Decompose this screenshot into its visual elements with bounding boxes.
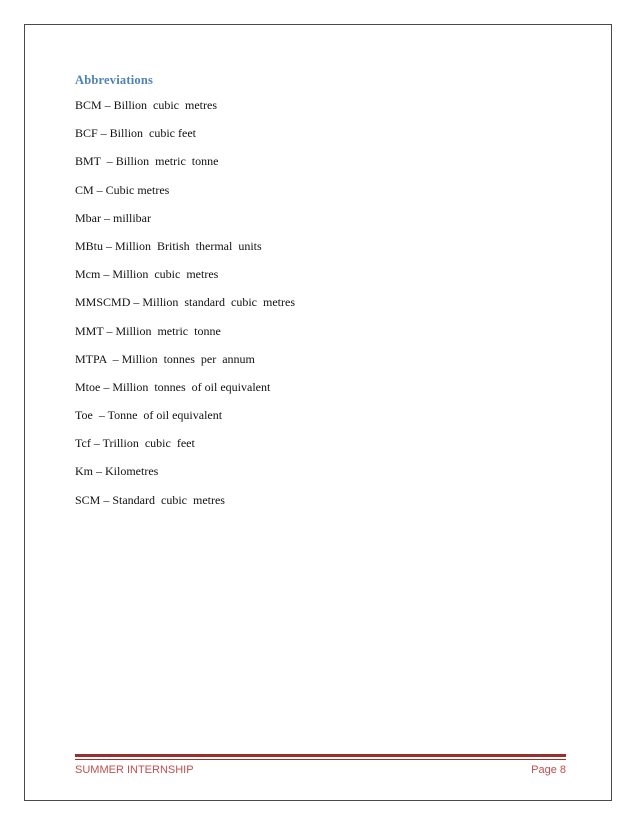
abbreviation-item: BMT – Billion metric tonne: [75, 154, 219, 169]
abbreviation-item: SCM – Standard cubic metres: [75, 492, 225, 507]
footer-rule-thin: [75, 759, 566, 760]
abbreviation-item: Mbar – millibar: [75, 210, 151, 225]
footer-title: SUMMER INTERNSHIP: [75, 764, 194, 776]
abbreviation-list: [75, 98, 295, 521]
abbreviation-item: Mtoe – Million tonnes of oil equivalent: [75, 379, 271, 394]
footer-rule-thick: [75, 754, 566, 757]
abbreviation-item: BCF – Billion cubic feet: [75, 126, 196, 141]
abbreviation-item: Tcf – Trillion cubic feet: [75, 436, 195, 451]
abbreviation-item: MMT – Million metric tonne: [75, 323, 221, 338]
abbreviation-item: Km – Kilometres: [75, 464, 159, 479]
abbreviation-item: BCM – Billion cubic metres: [75, 98, 217, 112]
abbreviation-item: CM – Cubic metres: [75, 182, 170, 197]
abbreviation-item: MMSCMD – Million standard cubic metres: [75, 295, 295, 310]
abbreviation-item: Mcm – Million cubic metres: [75, 267, 219, 282]
page-heading: Abbreviations: [75, 73, 154, 87]
abbreviation-item: MTPA – Million tonnes per annum: [75, 351, 255, 366]
abbreviation-item: Toe – Tonne of oil equivalent: [75, 408, 223, 423]
abbreviation-item: MBtu – Million British thermal units: [75, 238, 262, 253]
page-number: Page 8: [531, 764, 566, 776]
